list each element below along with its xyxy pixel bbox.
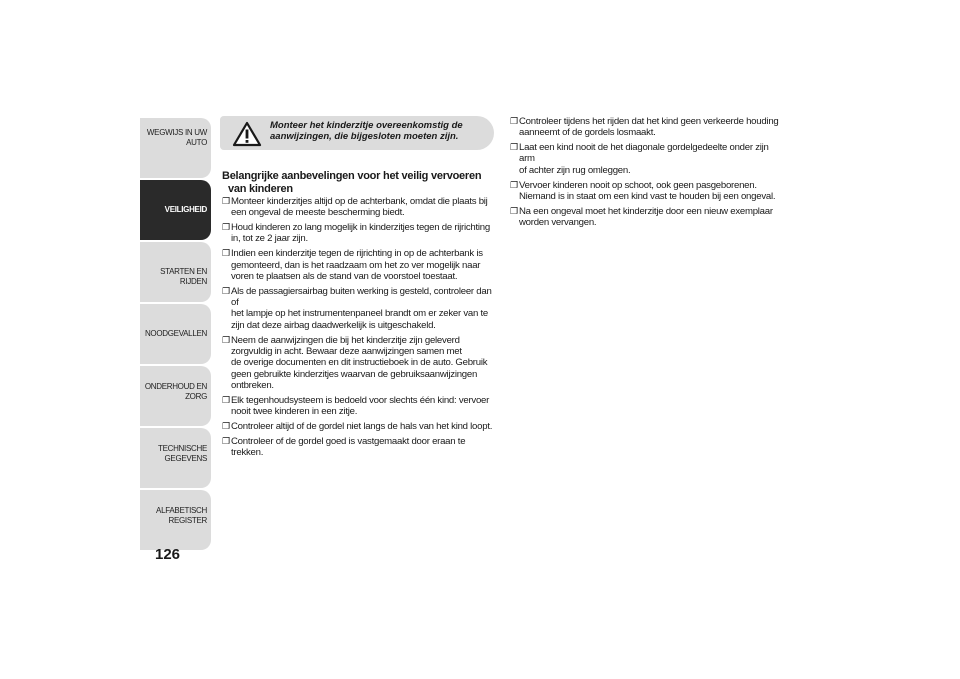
- list-item-line: Indien een kinderzitje tegen de rijrichting in op de achterbank is: [231, 248, 483, 260]
- list-item-line: worden vervangen.: [519, 217, 597, 229]
- checkbox-bullet-icon: ❐: [222, 435, 230, 446]
- list-item: [510, 180, 784, 203]
- list-item: [222, 222, 496, 245]
- list-item-line: Monteer kinderzitjes altijd op de achterbank, omdat die plaats bij: [231, 196, 488, 207]
- checkbox-bullet-icon: ❐: [222, 334, 230, 345]
- list-item: [222, 286, 496, 331]
- list-item-line: Laat een kind nooit de het diagonale gordelgedeelte onder zijn arm: [519, 142, 769, 165]
- checkbox-bullet-icon: ❐: [222, 222, 230, 233]
- checkbox-bullet-icon: ❐: [222, 420, 230, 431]
- tab-veiligheid[interactable]: VEILIGHEID: [140, 180, 211, 240]
- checkbox-bullet-icon: ❐: [510, 179, 518, 190]
- recommendation-list: [222, 196, 496, 458]
- checkbox-bullet-icon: ❐: [510, 116, 518, 126]
- tab-alfabetisch-register[interactable]: ALFABETISCH REGISTER: [140, 490, 211, 550]
- right-column: [510, 116, 784, 232]
- list-item-line: Houd kinderen zo lang mogelijk in kinderzitjes tegen de rijrichting: [231, 222, 490, 234]
- list-item-line: Controleer altijd of de gordel niet langs de hals van het kind loopt.: [231, 420, 493, 432]
- checkbox-bullet-icon: ❐: [222, 285, 230, 296]
- page-number: 126: [155, 546, 181, 563]
- list-item-line: zorgvuldig in acht. Bewaar deze aanwijzingen samen met: [231, 345, 462, 357]
- list-item-line: of achter zijn rug omleggen.: [519, 164, 631, 176]
- tab-starten-en-rijden[interactable]: STARTEN EN RIJDEN: [140, 242, 211, 302]
- list-item-line: Vervoer kinderen nooit op schoot, ook geen pasgeborenen.: [519, 179, 757, 191]
- list-item-line: Neem de aanwijzingen die bij het kinderzitje zijn geleverd: [231, 334, 460, 346]
- list-item-line: Na een ongeval moet het kinderzitje door een nieuw exemplaar: [519, 205, 773, 217]
- checkbox-bullet-icon: ❐: [510, 142, 518, 153]
- tab-onderhoud-en-zorg[interactable]: ONDERHOUD EN ZORG: [140, 366, 211, 426]
- checkbox-bullet-icon: ❐: [222, 248, 230, 259]
- tab-wegwijs[interactable]: WEGWIJS IN UW AUTO: [140, 118, 211, 178]
- list-item-line: geen gebruikte kinderzitjes waarvan de gebruiksaanwijzingen: [231, 368, 478, 380]
- list-item: [510, 206, 784, 229]
- tab-technische-gegevens[interactable]: TECHNISCHE GEGEVENS: [140, 428, 211, 488]
- warning-text: Monteer het kinderzitje overeenkomstig de aanwijzingen, die bijgesloten moeten zijn.: [270, 120, 463, 142]
- list-item: [222, 395, 496, 418]
- section-heading: Belangrijke aanbevelingen voor het veilig vervoeren van kinderen: [222, 170, 482, 195]
- list-item-line: voren te plaatsen als de stand van de voorstoel toestaat.: [231, 270, 458, 282]
- list-item: [510, 116, 784, 139]
- list-item-line: Elk tegenhoudsysteem is bedoeld voor slechts één kind: vervoer: [231, 394, 490, 406]
- warning-triangle-icon: [232, 121, 262, 147]
- warning-box: [220, 116, 494, 150]
- recommendation-list-continued: [510, 116, 784, 228]
- list-item: [222, 248, 496, 282]
- list-item-line: ontbreken.: [231, 379, 274, 391]
- list-item-line: Controleer of de gordel goed is vastgemaakt door eraan te trekken.: [231, 435, 466, 459]
- list-item-line: Controleer tijdens het rijden dat het kind geen verkeerde houding: [519, 116, 779, 127]
- list-item-line: in, tot ze 2 jaar zijn.: [231, 233, 308, 245]
- list-item-line: aanneemt of de gordels losmaakt.: [519, 127, 656, 139]
- checkbox-bullet-icon: ❐: [222, 394, 230, 405]
- list-item: [510, 142, 784, 176]
- list-item-line: zijn dat deze airbag daadwerkelijk is uitgeschakeld.: [231, 319, 436, 331]
- list-item-line: nooit twee kinderen in een zitje.: [231, 406, 358, 418]
- list-item: [222, 335, 496, 391]
- list-item-line: een ongeval de meeste bescherming biedt.: [231, 207, 405, 219]
- list-item: [222, 196, 496, 219]
- list-item: [222, 421, 496, 432]
- list-item-line: Niemand is in staat om een kind vast te houden bij een ongeval.: [519, 190, 776, 202]
- checkbox-bullet-icon: ❐: [510, 205, 518, 216]
- left-column: [222, 170, 496, 462]
- checkbox-bullet-icon: ❐: [222, 196, 230, 206]
- list-item-line: gemonteerd, dan is het raadzaam om het zo ver mogelijk naar: [231, 259, 481, 271]
- list-item: [222, 436, 496, 459]
- tab-noodgevallen[interactable]: NOODGEVALLEN: [140, 304, 211, 364]
- list-item-line: de overige documenten en dit instructieboek in de auto. Gebruik: [231, 357, 488, 369]
- list-item-line: het lampje op het instrumentenpaneel brandt om er zeker van te: [231, 308, 489, 320]
- list-item-line: Als de passagiersairbag buiten werking is gesteld, controleer dan of: [231, 285, 492, 309]
